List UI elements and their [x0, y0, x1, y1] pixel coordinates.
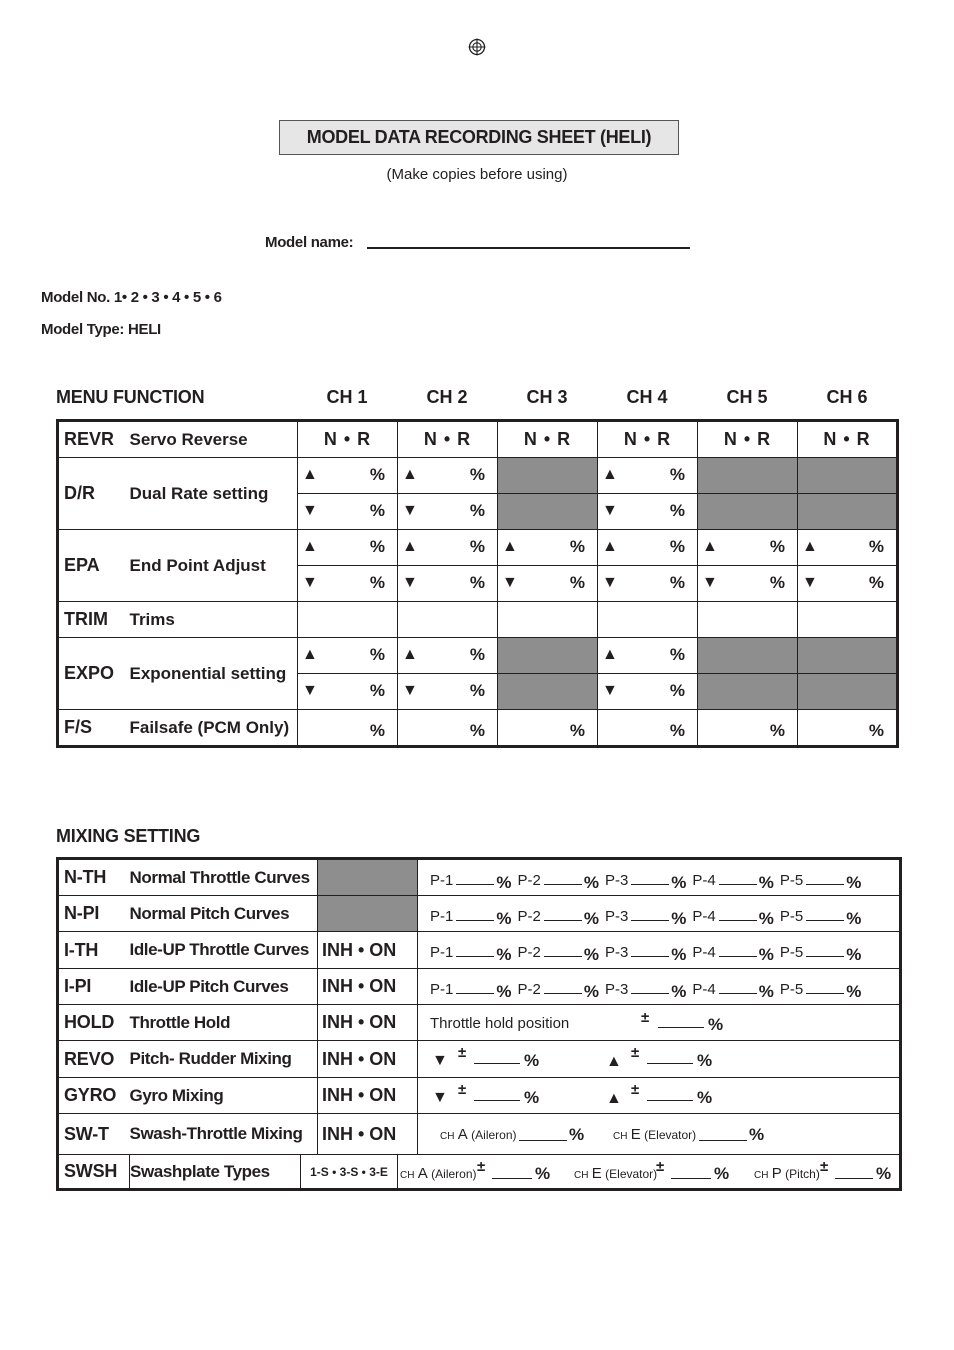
model-name-label: Model name:	[265, 234, 354, 251]
value-cell[interactable]	[598, 602, 698, 638]
row-code: REVO	[58, 1041, 130, 1078]
mixing-setting-heading: MIXING SETTING	[56, 826, 201, 846]
disabled-cell	[798, 494, 898, 530]
channel-header: CH 2	[426, 387, 468, 407]
curve-point[interactable]: P-2 %	[517, 908, 599, 928]
table-row	[58, 1005, 901, 1041]
table-row	[58, 1155, 901, 1190]
row-name: Swash-Throttle Mixing	[130, 1114, 318, 1155]
value-cell[interactable]: ▲ %	[598, 458, 698, 494]
inh-on-toggle[interactable]: INH • ON	[318, 1114, 418, 1155]
value-cell[interactable]: ▼ %	[598, 566, 698, 602]
table-row	[58, 710, 898, 747]
down-arrow-icon: ▼	[702, 574, 718, 591]
menu-function-table	[56, 419, 899, 748]
up-arrow-icon: ▲	[302, 646, 318, 663]
value-cell[interactable]: ▲ %	[298, 638, 398, 674]
value-cell[interactable]: ▼ %	[298, 494, 398, 530]
up-arrow-icon: ▲	[602, 466, 618, 483]
value-cell[interactable]: ▲ %	[298, 530, 398, 566]
table-row	[58, 1041, 901, 1078]
curve-point[interactable]: P-3 %	[604, 872, 687, 892]
table-row	[58, 932, 901, 969]
value-cell[interactable]	[698, 602, 798, 638]
model-type-label: Model Type: HELI	[41, 321, 161, 338]
value-cell[interactable]: ▲ %	[798, 530, 898, 566]
curve-point[interactable]: P-3 %	[604, 944, 687, 964]
value-cell[interactable]	[398, 602, 498, 638]
up-arrow-icon: ▲	[302, 538, 318, 555]
row-name: Normal Pitch Curves	[130, 896, 318, 932]
up-arrow-icon: ▲	[602, 538, 618, 555]
curve-point[interactable]: P-2 %	[517, 872, 599, 892]
up-arrow-icon: ▲	[402, 466, 418, 483]
reverse-cell[interactable]: N • R	[398, 421, 498, 458]
down-arrow-icon: ▼	[402, 574, 418, 591]
model-number-label: Model No. 1• 2 • 3 • 4 • 5 • 6	[41, 289, 222, 306]
row-name: Throttle Hold	[130, 1005, 318, 1041]
curve-point[interactable]: P-2 %	[517, 981, 599, 1001]
value-cell[interactable]: %	[798, 710, 898, 747]
value-cell[interactable]: %	[298, 710, 398, 747]
curve-points[interactable]	[418, 969, 901, 1005]
swashplate-type-selector[interactable]: 1-S • 3-S • 3-E	[300, 1154, 398, 1189]
table-row	[58, 421, 898, 458]
row-code: TRIM	[58, 602, 130, 638]
mixing-setting-table	[56, 857, 902, 1191]
table-row	[58, 1078, 901, 1114]
down-arrow-icon: ▼	[432, 1089, 448, 1106]
curve-point[interactable]: P-1 %	[430, 908, 512, 928]
hold-position-label: Throttle hold position	[430, 1015, 570, 1032]
inh-on-toggle[interactable]: INH • ON	[318, 1041, 418, 1078]
value-cell[interactable]: ▲ %	[298, 458, 398, 494]
inh-on-toggle[interactable]: INH • ON	[318, 1005, 418, 1041]
value-cell[interactable]: ▼ %	[698, 566, 798, 602]
row-code: HOLD	[58, 1005, 130, 1041]
curve-point[interactable]: P-5 %	[779, 981, 862, 1001]
disabled-cell	[498, 674, 598, 710]
curve-point[interactable]: P-1 %	[430, 872, 512, 892]
value-cell[interactable]: ▼ %	[798, 566, 898, 602]
disabled-cell	[318, 859, 418, 896]
up-arrow-icon: ▲	[606, 1090, 622, 1107]
curve-point[interactable]: P-4 %	[692, 872, 774, 892]
inh-on-toggle[interactable]: INH • ON	[318, 1078, 418, 1114]
reverse-cell[interactable]: N • R	[298, 421, 398, 458]
down-arrow-icon: ▼	[402, 682, 418, 699]
row-name: Failsafe (PCM Only)	[130, 710, 298, 747]
down-arrow-icon: ▼	[302, 502, 318, 519]
curve-point[interactable]: P-2 %	[517, 944, 599, 964]
down-arrow-icon: ▼	[302, 682, 318, 699]
down-arrow-icon: ▼	[602, 502, 618, 519]
up-arrow-icon: ▲	[402, 646, 418, 663]
row-code: I-PI	[58, 969, 130, 1005]
value-cell[interactable]: ▼ %	[498, 566, 598, 602]
down-arrow-icon: ▼	[602, 682, 618, 699]
row-name: Trims	[130, 602, 298, 638]
channel-header: CH 3	[526, 387, 568, 407]
reverse-cell[interactable]: N • R	[598, 421, 698, 458]
down-arrow-icon: ▼	[302, 574, 318, 591]
down-arrow-icon: ▼	[432, 1052, 448, 1069]
value-cell[interactable]: ▲ %	[398, 458, 498, 494]
value-cell[interactable]: ▼ %	[298, 566, 398, 602]
curve-point[interactable]: P-4 %	[692, 908, 774, 928]
up-arrow-icon: ▲	[502, 538, 518, 555]
disabled-cell	[798, 458, 898, 494]
value-cell[interactable]: ▲ %	[498, 530, 598, 566]
value-cell[interactable]: ▼ %	[398, 494, 498, 530]
model-name-field[interactable]	[367, 247, 690, 249]
channel-header: CH 4	[626, 387, 668, 407]
row-code: F/S	[58, 710, 130, 747]
row-name: Swashplate Types	[130, 1161, 270, 1181]
table-row	[58, 896, 901, 932]
row-code: REVR	[58, 421, 130, 458]
channel-header: CH 6	[826, 387, 868, 407]
row-name: Idle-UP Throttle Curves	[130, 932, 318, 969]
sheet-subtitle: (Make copies before using)	[386, 166, 568, 183]
down-arrow-icon: ▼	[802, 574, 818, 591]
curve-points[interactable]	[418, 859, 901, 896]
rate-cell[interactable]: ▼ ± % ▲ ± %	[418, 1078, 901, 1114]
disabled-cell	[698, 674, 798, 710]
curve-point[interactable]: P-5 %	[779, 872, 862, 892]
curve-point[interactable]: P-1 %	[430, 981, 512, 1001]
row-name: Normal Throttle Curves	[130, 859, 318, 896]
registration-mark-icon	[468, 38, 486, 56]
sheet-title: MODEL DATA RECORDING SHEET (HELI)	[279, 120, 679, 155]
reverse-cell[interactable]: N • R	[798, 421, 898, 458]
reverse-cell[interactable]: N • R	[498, 421, 598, 458]
value-cell[interactable]: ▼ %	[598, 674, 698, 710]
disabled-cell	[498, 638, 598, 674]
up-arrow-icon: ▲	[702, 538, 718, 555]
value-cell[interactable]: ▲ %	[598, 530, 698, 566]
table-row	[58, 859, 901, 896]
curve-point[interactable]: P-3 %	[604, 981, 687, 1001]
up-arrow-icon: ▲	[302, 466, 318, 483]
disabled-cell	[698, 638, 798, 674]
up-arrow-icon: ▲	[802, 538, 818, 555]
disabled-cell	[318, 896, 418, 932]
table-row	[58, 530, 898, 566]
row-code: SW-T	[58, 1114, 130, 1155]
menu-function-heading: MENU FUNCTION	[56, 387, 205, 407]
reverse-cell[interactable]: N • R	[698, 421, 798, 458]
rate-cell[interactable]: ▼ ± % ▲ ± %	[418, 1041, 901, 1078]
row-code: N-TH	[58, 859, 130, 896]
value-cell[interactable]: ▼ %	[598, 494, 698, 530]
disabled-cell	[698, 494, 798, 530]
row-name: Servo Reverse	[130, 421, 298, 458]
table-row	[58, 602, 898, 638]
table-row	[58, 638, 898, 674]
value-cell[interactable]	[498, 602, 598, 638]
curve-point[interactable]: P-4 %	[692, 944, 774, 964]
value-cell[interactable]: ▼ %	[398, 566, 498, 602]
curve-point[interactable]: P-3 %	[604, 908, 687, 928]
table-row	[58, 458, 898, 494]
curve-point[interactable]: P-5 %	[779, 944, 862, 964]
swashplate-cell: Swashplate Types 1-S • 3-S • 3-E CH A (Aileron) ± % CH E (Elevator) ± % CH P (Pitch) ± %	[130, 1155, 901, 1190]
up-arrow-icon: ▲	[402, 538, 418, 555]
value-cell[interactable]: ▲ %	[398, 530, 498, 566]
curve-point-list	[430, 870, 867, 890]
curve-points[interactable]	[418, 932, 901, 969]
value-cell[interactable]: %	[398, 710, 498, 747]
value-cell[interactable]: ▲ %	[598, 638, 698, 674]
disabled-cell	[698, 458, 798, 494]
up-arrow-icon: ▲	[606, 1053, 622, 1070]
disabled-cell	[798, 674, 898, 710]
disabled-cell	[798, 638, 898, 674]
curve-points[interactable]	[418, 896, 901, 932]
table-row	[58, 969, 901, 1005]
row-code: SWSH	[58, 1155, 130, 1190]
hold-position-cell[interactable]: Throttle hold position ± %	[418, 1005, 901, 1041]
table-row	[58, 1114, 901, 1155]
curve-point-list	[430, 906, 867, 926]
up-arrow-icon: ▲	[602, 646, 618, 663]
down-arrow-icon: ▼	[502, 574, 518, 591]
value-cell[interactable]: ▲ %	[698, 530, 798, 566]
channel-header: CH 1	[326, 387, 368, 407]
row-code: GYRO	[58, 1078, 130, 1114]
value-cell[interactable]: ▼ %	[398, 674, 498, 710]
swash-throttle-cell[interactable]: CH A (Aileron) % CH E (Elevator) %	[418, 1114, 901, 1155]
value-cell[interactable]: %	[698, 710, 798, 747]
inh-on-toggle[interactable]: INH • ON	[318, 932, 418, 969]
curve-point[interactable]: P-1 %	[430, 944, 512, 964]
row-name: Dual Rate setting	[130, 458, 298, 530]
value-cell[interactable]: %	[498, 710, 598, 747]
channel-header: CH 5	[726, 387, 768, 407]
row-name: Idle-UP Pitch Curves	[130, 969, 318, 1005]
down-arrow-icon: ▼	[402, 502, 418, 519]
value-cell[interactable]	[298, 602, 398, 638]
row-name: Exponential setting	[130, 638, 298, 710]
disabled-cell	[498, 458, 598, 494]
down-arrow-icon: ▼	[602, 574, 618, 591]
inh-on-toggle[interactable]: INH • ON	[318, 969, 418, 1005]
disabled-cell	[498, 494, 598, 530]
value-cell[interactable]: ▲ %	[398, 638, 498, 674]
row-code: I-TH	[58, 932, 130, 969]
row-code: D/R	[58, 458, 130, 530]
curve-point[interactable]: P-4 %	[692, 981, 774, 1001]
value-cell[interactable]: ▼ %	[298, 674, 398, 710]
row-code: EXPO	[58, 638, 130, 710]
row-code: EPA	[58, 530, 130, 602]
row-name: End Point Adjust	[130, 530, 298, 602]
value-cell[interactable]	[798, 602, 898, 638]
value-cell[interactable]: %	[598, 710, 698, 747]
curve-point-list	[430, 979, 867, 999]
row-name: Pitch- Rudder Mixing	[130, 1041, 318, 1078]
row-code: N-PI	[58, 896, 130, 932]
row-name: Gyro Mixing	[130, 1078, 318, 1114]
curve-point-list	[430, 942, 867, 962]
curve-point[interactable]: P-5 %	[779, 908, 862, 928]
